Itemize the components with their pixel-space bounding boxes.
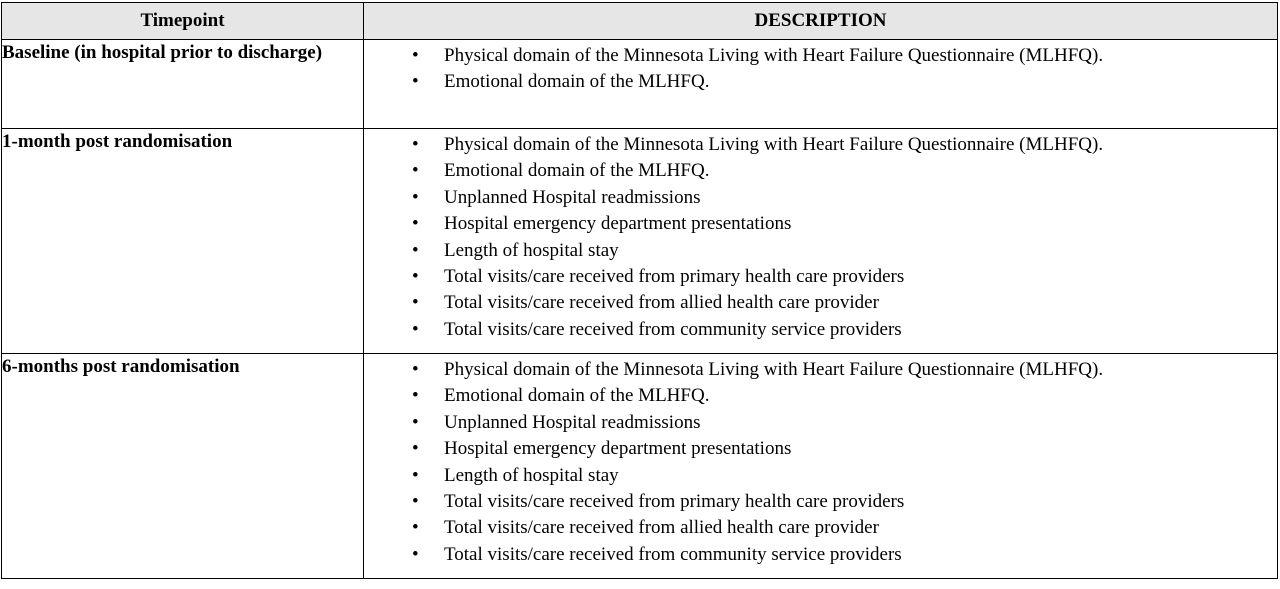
list-item [364, 542, 1277, 568]
list-item-text: Length of hospital stay [444, 239, 619, 261]
timepoint-cell: Baseline (in hospital prior to discharge) [2, 40, 364, 129]
list-item-text: Physical domain of the Minnesota Living with Heart Failure Questionnaire (MLHFQ). [444, 134, 1104, 155]
list-item-text: Physical domain of the Minnesota Living with Heart Failure Questionnaire (MLHFQ). [444, 45, 1104, 66]
list-item-text: Total visits/care received from allied health care provider [444, 517, 879, 539]
list-item-text: Total visits/care received from community service providers [444, 543, 902, 565]
list-item-text: Total visits/care received from community service providers [444, 318, 902, 340]
description-cell [364, 129, 1278, 354]
list-item [364, 69, 1277, 95]
list-item-text: Total visits/care received from primary health care providers [444, 266, 905, 288]
list-item-text: Hospital emergency department presentations [444, 438, 792, 460]
list-item [364, 211, 1277, 237]
list-item [364, 132, 1277, 158]
list-item-text: Total visits/care received from allied health care provider [444, 292, 879, 314]
table-row [2, 40, 1278, 129]
list-item [364, 410, 1277, 436]
list-item-text: Total visits/care received from primary health care providers [444, 491, 905, 513]
list-item-text: Hospital emergency department presentations [444, 213, 792, 235]
bullet-icon: • [412, 239, 419, 261]
header-description: DESCRIPTION [364, 3, 1278, 40]
list-item [364, 515, 1277, 541]
list-item-text: Emotional domain of the MLHFQ. [444, 385, 710, 407]
bullet-icon: • [412, 438, 419, 460]
list-item [364, 264, 1277, 290]
list-item [364, 436, 1277, 462]
list-item [364, 185, 1277, 211]
list-item-text: Unplanned Hospital readmissions [444, 411, 701, 433]
header-timepoint: Timepoint [2, 3, 364, 40]
list-item [364, 463, 1277, 489]
timepoint-cell: 1-month post randomisation [2, 129, 364, 354]
table-row [2, 129, 1278, 354]
measure-list [364, 129, 1277, 343]
bullet-icon: • [412, 359, 419, 380]
bullet-icon: • [412, 213, 419, 235]
bullet-icon: • [412, 464, 419, 486]
header-row [2, 3, 1278, 40]
list-item [364, 290, 1277, 316]
bullet-icon: • [412, 517, 419, 539]
bullet-icon: • [412, 160, 419, 182]
timepoint-cell: 6-months post randomisation [2, 354, 364, 579]
description-cell [364, 40, 1278, 129]
list-item [364, 43, 1277, 69]
bullet-icon: • [412, 491, 419, 513]
bullet-icon: • [412, 543, 419, 565]
bullet-icon: • [412, 266, 419, 288]
bullet-icon: • [412, 134, 419, 155]
bullet-icon: • [412, 318, 419, 340]
measure-list [364, 40, 1277, 96]
bullet-icon: • [412, 71, 419, 93]
list-item-text: Emotional domain of the MLHFQ. [444, 71, 710, 93]
table-row [2, 354, 1278, 579]
list-item-text: Emotional domain of the MLHFQ. [444, 160, 710, 182]
bullet-icon: • [412, 385, 419, 407]
list-item-text: Unplanned Hospital readmissions [444, 186, 701, 208]
bullet-icon: • [412, 186, 419, 208]
timepoint-description-table [1, 2, 1278, 579]
list-item [364, 158, 1277, 184]
list-item [364, 357, 1277, 383]
bullet-icon: • [412, 45, 419, 66]
list-item [364, 317, 1277, 343]
list-item-text: Length of hospital stay [444, 464, 619, 486]
bullet-icon: • [412, 411, 419, 433]
bullet-icon: • [412, 292, 419, 314]
list-item [364, 383, 1277, 409]
list-item-text: Physical domain of the Minnesota Living with Heart Failure Questionnaire (MLHFQ). [444, 359, 1104, 380]
list-item [364, 489, 1277, 515]
measure-list [364, 354, 1277, 568]
list-item [364, 238, 1277, 264]
description-cell [364, 354, 1278, 579]
